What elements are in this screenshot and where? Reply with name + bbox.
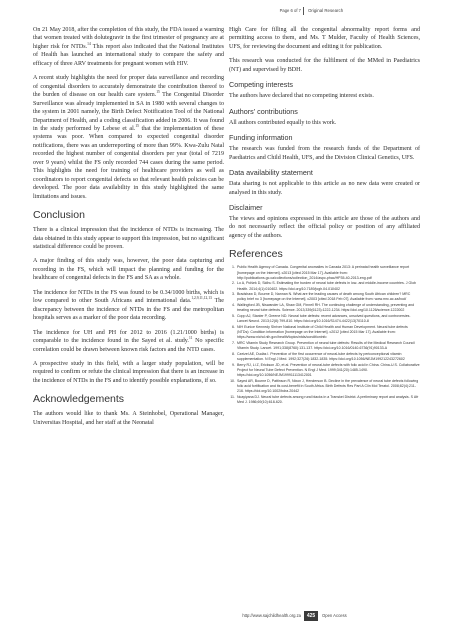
page-footer [0,610,453,622]
paragraph: There is a clinical impression that the incidence of NTDs is increasing. The data obtained in this study appear to support this impression, but no significant statistical difference could be proven. [33,227,224,250]
paragraph: Data sharing is not applicable to this article as no new data were created or analysed in this study. [229,181,420,196]
disclaimer-heading: Disclaimer [229,202,263,212]
paragraph: The authors would like to thank Ms. A Steinhobel, Operational Manager, Universitas Hospital, and her staff at the Neonatal [33,411,224,426]
paragraph: The views and opinions expressed in this article are those of the authors and do not necessarily reflect the official policy or position of any affiliated agency of the authors. [229,215,420,239]
paragraph: The incidence for NTDs in the FS was found to be 0.34/1000 births, which is low compared to other South Africans and international data.$^{1,2,9,11,12,13}$ The discrepancy between the incidence of NTDs in the FS and the metropolitan hospitals serves as a marker of the poor data recording. [33,289,224,322]
reference-item: 9. Berry RJ, Li Z, Erickson JD, et al. Prevention of neural-tube defects with folic acid in China. China-U.S. Collaborative Project for Neural Tube Defect Prevention. N Engl J Med. 1999;341(20):1485-1490. https://doi.org/10.1056/NEJM199911113412001 [236,363,420,378]
reference-item: 11. Ncayiyana DJ. Neural tube defects among rural blacks in a Transkei District. A preliminary report and analysis. S Afr Med J. 1986;69(10):618-620. [236,395,420,405]
reference-item: 4. Wallingford JB, Niswander LA, Shaw GM, Finnell RH. The continuing challenge of understanding, preventing and treating neural tube defects. Science. 2013;339(6123):1222-1234. https://doi.org/10.1126/science.1222002 [236,303,420,313]
paragraph: A recent study highlights the need for proper data surveillance and recording of congenital disorders to accurately demonstrate the contribution thereof to the burden of disease on our health care system.$^{15}$ The Congenital Disorder Surveillance was already implemented in SA in 1980 with several changes to the system in 2001 namely, the Birth Defect Notification Tool of the National Department of Health, and a coding classification added in 2006. It was found in the study performed by Lebese et al.$^{15}$ that the implementation of these systems was poor. When compared to expected congenital disorder notifications, there was an underreporting of more than 99%. Kwa-Zulu Natal recorded the highest number of congenital disorders per year (total of 7219 over 9 years) whilst the FS only recorded 744 cases during the same period. This highlights the need for training of healthcare providers as well as coordinators to report congenital defects so that relevant health policies can be developed. The poor data availability in this study highlighted the same limitations and issues. [33,75,224,200]
page-number-label: Page 6 of 7 [279,8,301,13]
paragraph: The authors have declared that no competing interest exists. [229,93,374,100]
paragraph: This research was conducted for the fulfilment of the MMed in Paediatrics (NT) and supervised by BDH. [229,58,420,73]
paragraph: All authors contributed equally to this work. [229,119,337,126]
reference-item: 10. Sayed AR, Bourne D, Pattinson R, Nixon J, Henderson B. Decline in the prevalence of neural tube defects following folic acid fortification and its cost-benefit in South Africa. Birth Defects Res Part A Clin Mol Teratol. 2008;82(4):211-216. https://doi.org/10.1002/bdra.20442 [236,379,420,394]
reference-item: 8. Czeizel AE, Dudás I. Prevention of the first occurrence of neural-tube defects by periconceptional vitamin supplementation. N Engl J Med. 1992;327(26):1832-1835. https://doi.org/10.1056/NEJM199212243272602 [236,352,420,362]
reference-item: 3. Bradshaw D, Bourne D, Nannan N. What are the leading causes of death among South African children? MRC policy brief no 3 [homepage on the Internet]. c2003 [cited 2018 Feb 07]. Available from: www.mrc.ac.za/bod/ [236,292,420,302]
authors-contributions-heading: Authors’ contributions [229,106,298,116]
paragraph: The research was funded from the research funds of the Department of Paediatrics and Child Health, UFS, and the Division Clinical Genetics, UFS. [229,146,420,161]
section-label: Original Research [308,8,344,13]
paragraph: High Care for filling all the congenital abnormality report forms and permitting access to them, and Ms. T Mulder, Faculty of Health Sciences, UFS, for reviewing the document and editing it for publication. [229,27,420,50]
citation: 11 [188,336,193,341]
paragraph: A prospective study in this field, with a larger study population, will be required to confirm or refute the clinical impression that there is an increase in the incidence of NTDs in the FS and to identify possible explanations, if so. [33,360,224,384]
references-heading: References [229,248,283,261]
reference-item: 6. NIH Eunice Kennedy Shriver National Institute of Child Health and Human Development. Neural tube defects (NTDs): Condition information [homepage on the Internet]. c2012 [cited 2015 Mar 17]. Available from: https://www.nichd.nih.gov/health/topics/ntds/conditioninfo [236,325,420,340]
competing-interests-heading: Competing interests [229,80,293,90]
reference-item: 2. Lo A, Polšek D, Sidhu S. Estimating the burden of neural tube defects in low- and middle-income countries. J Glob Health. 2014;4(1):010402. https://doi.org/10.7189/jogh.04.010402 [236,281,420,291]
open-access-label: Open Access [322,613,347,618]
journal-url-link[interactable]: http://www.sajchildhealth.org.za [242,613,301,618]
citation: 15 [135,123,139,128]
paragraph: The incidence for UH and PH for 2012 to 2016 (1.21/1000 births) is comparable to the incidence found in the Sayed et al. study.$^{11}$ No specific correlation could be drawn between known risk factors and the NTD cases. [33,329,225,353]
data-availability-heading: Data availability statement [229,168,313,178]
page-header [0,6,453,16]
citation: 1,2,9,11,12,13 [191,296,212,301]
paragraph: On 21 May 2018, after the completion of this study, the FDA issued a warning that women treated with dolutegravir in the first trimester of pregnancy are at higher risk for NTDs.$^{14}$ This report also indicated that the National Institutes of Health has launched an international study to compare the safety and efficacy of three ARV treatments for pregnant women with HIV. [33,27,224,67]
citation: 15 [156,90,160,95]
page-number-badge: 425 [304,611,318,621]
funding-heading: Funding information [229,133,293,143]
reference-item: 5. Copp AJ, Stanier P, Greene ND. Neural tube defects: recent advances, unsolved questions, and controversies. Lancet Neurol. 2013;12(8):799-810. https://doi.org/10.1016/S1474-4422(13)70110-8 [236,314,420,324]
right-column [229,26,420,406]
left-column [33,26,224,433]
header-divider [303,7,304,15]
reference-item: 1. Public Health Agency of Canada. Congenital anomalies in Canada 2013: A perinatal health surveillance report [homepage on the Internet]. c2013 [cited 2015 Mar 17]. Available from: http://publications.gc.ca/collections/collection_2014/aspc-phac/HP35-40-2013-eng.pdf [236,265,420,280]
paragraph: A major finding of this study was, however, the poor data capturing and recording in the FS, which will impact the planning and funding for the healthcare of congenital defects in the FS and SA as a whole. [33,258,224,282]
reference-list [229,265,420,405]
conclusion-heading: Conclusion [33,209,85,222]
citation: 14 [87,41,91,46]
reference-item: 7. MRC Vitamin Study Research Group. Prevention of neural tube defects: Results of the Medical Research Council Vitamin Study. Lancet. 1991;338(8760):131-137. https://doi.org/10.1016/0140-6736(91)90133-A [236,341,420,351]
acknowledgements-heading: Acknowledgements [33,393,125,406]
